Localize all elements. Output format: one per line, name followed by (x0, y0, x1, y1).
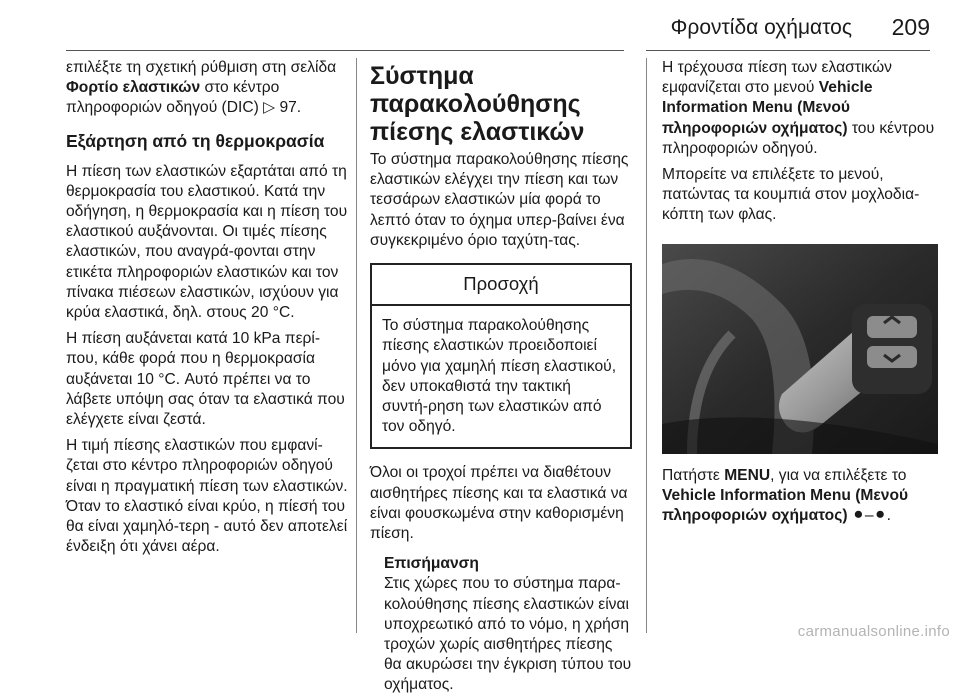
caution-box (370, 263, 632, 449)
menu-button-label: MENU (724, 466, 771, 484)
column-divider (646, 58, 647, 633)
paragraph: Πατήστε MENU, για να επιλέξετε το Vehicle Information Menu (Μενού πληροφοριών οχήματος) ⚫–⚫. (662, 466, 909, 525)
section-heading: Σύστημα παρακολούθησης πίεσης ελαστικών (370, 62, 585, 146)
column-3 (662, 58, 936, 532)
paragraph: Η πίεση αυξάνεται κατά 10 kPa περί-που, κάθε φορά που η θερμοκρασία αυξάνεται 10 °C. Αυτό πρέπει να το λάβετε υπόψη σας όταν τα ελαστικά που ελέγχετε είναι ζεστά. (66, 330, 345, 429)
column-2 (370, 56, 632, 696)
page-number: 209 (891, 14, 930, 40)
paragraph: Η τρέχουσα πίεση των ελαστικών εμφανίζεται στο μενού Vehicle Information Menu (Μενού πληροφοριών οχήματος) του κέντρου πληροφοριών οδηγού. (662, 59, 935, 157)
tire-load-link-text: Φορτίο ελαστικών (66, 79, 201, 97)
note-title: Επισήμανση (384, 555, 479, 573)
vehicle-info-menu-text: Vehicle Information Menu (Μενού πληροφοριών οχήματος) (662, 79, 873, 137)
page-ref: 97. (279, 99, 302, 117)
note-block (384, 554, 632, 695)
watermark: carmanualsonline.info (797, 623, 950, 640)
paragraph: Η πίεση των ελαστικών εξαρτάται από τη θερμοκρασία του ελαστικού. Κατά την οδήγηση, η θερμοκρασία και η πίεση του ελαστικού αυξάνονται. Οι τιμές πίεσης ελαστικών, που αναγρά-φονται στην ετικέτα πληροφοριών ελαστικών και τον πίνακα πιέσεων ελαστικών, ισχύουν για κρύα ελαστικά, δηλ. στους 20 °C. (66, 162, 348, 322)
page-ref-icon: ▷ (263, 99, 280, 117)
paragraph: Μπορείτε να επιλέξετε το μενού, πατώντας τα κουμπιά στον μοχλοδια-κόπτη των φλας. (662, 166, 920, 224)
header-rule-right (646, 50, 930, 51)
column-1 (66, 58, 348, 563)
vehicle-info-menu-text: Vehicle Information Menu (Μενού πληροφοριών οχήματος) (662, 486, 909, 525)
caution-body: Το σύστημα παρακολούθησης πίεσης ελαστικών προειδοποιεί μόνο για χαμηλή πίεση ελαστικού, δεν υποκαθιστά την τακτική συντή-ρηση των ελαστικών από τον οδηγό. (382, 317, 617, 436)
intro-paragraph: επιλέξτε τη σχετική ρύθμιση στη σελίδα Φορτίο ελαστικών στο κέντρο πληροφοριών οδηγού (DIC) ▷ 97. (66, 59, 337, 117)
header-rule-left (66, 50, 624, 51)
paragraph: Η τιμή πίεσης ελαστικών που εμφανί-ζεται στο κέντρο πληροφοριών οδηγού είναι η πραγματική πίεση των ελαστικών. Όταν το ελαστικό είναι κρύο, η πίεσή του θα είναι χαμηλό-τερη - αυτό δεν αποτελεί ένδειξη ότι χάνει αέρα. (66, 437, 348, 556)
column-divider (356, 58, 357, 633)
turn-signal-lever-photo (662, 244, 938, 454)
page-header (66, 14, 930, 42)
paragraph: Το σύστημα παρακολούθησης πίεσης ελαστικών ελέγχει την πίεση και των τεσσάρων ελαστικών μία φορά το λεπτό όταν το όχημα υπερ-βαίνει ένα συγκεκριμένο όριο ταχύτη-τας. (370, 151, 629, 249)
paragraph: Όλοι οι τροχοί πρέπει να διαθέτουν αισθητήρες πίεσης και τα ελαστικά να είναι φουσκωμένα στην καθορισμένη πίεση. (370, 464, 628, 543)
vehicle-symbol-icon: ⚫–⚫ (851, 507, 887, 525)
caution-title: Προσοχή (372, 265, 630, 306)
temperature-subheading: Εξάρτηση από τη θερμοκρασία (66, 130, 325, 151)
note-body: Στις χώρες που το σύστημα παρα-κολούθησης πίεσης ελαστικών είναι υποχρεωτικό από το νόμο, η χρήση τροχών χωρίς αισθητήρες πίεσης θα ακυρώσει την έγκριση τύπου του οχήματος. (384, 575, 632, 694)
running-title: Φροντίδα οχήματος (670, 16, 852, 39)
